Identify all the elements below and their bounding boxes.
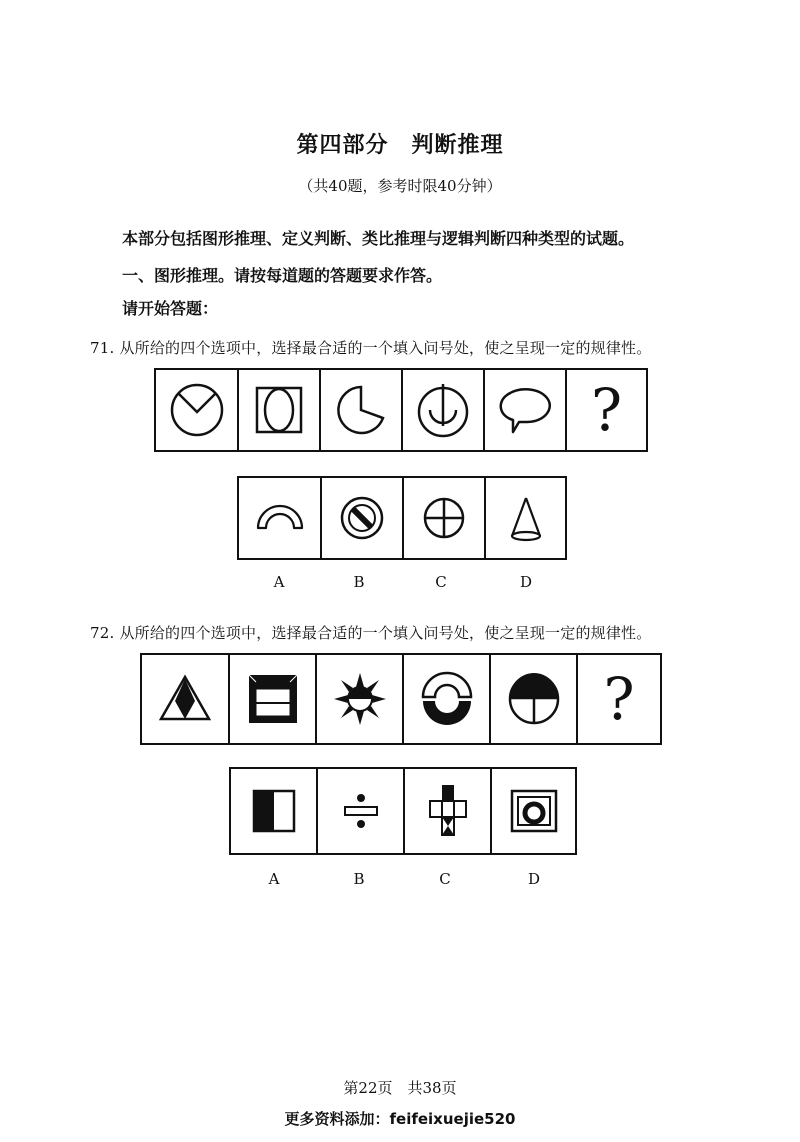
question-71-sequence: [154, 368, 648, 452]
q71-figure-1: [156, 370, 239, 450]
ring-in-square-icon: [504, 781, 564, 841]
no-entry-circle-icon: [332, 488, 392, 548]
question-text: 从所给的四个选项中，选择最合适的一个填入问号处，使之呈现一定的规律性。: [119, 339, 652, 357]
q72-question-cell: [578, 655, 660, 743]
intro-line-2: 一、图形推理。请按每道题的答题要求作答。: [122, 266, 443, 285]
diamond-triangle-icon: [153, 667, 217, 731]
q72-figure-4: [404, 655, 491, 743]
question-number: 72.: [90, 624, 115, 642]
q71-option-a[interactable]: [239, 478, 322, 558]
circle-v-icon: [167, 380, 227, 440]
q71-figure-3: [321, 370, 403, 450]
question-72-sequence: [140, 653, 662, 745]
question-number: 71.: [90, 339, 115, 357]
q72-option-c[interactable]: [405, 769, 492, 853]
division-sign-icon: [331, 781, 391, 841]
q72-figure-3: [317, 655, 404, 743]
crosshair-circle-icon: [414, 488, 474, 548]
q71-figure-5: [485, 370, 567, 450]
half-filled-square-icon: [244, 781, 304, 841]
q71-label-d: D: [519, 573, 533, 591]
q71-label-c: C: [435, 573, 447, 591]
cone-icon: [496, 488, 556, 548]
arch-icon: [250, 488, 310, 548]
pacman-circle-icon: [331, 380, 391, 440]
q71-question-cell: [567, 370, 646, 450]
question-71-options: [237, 476, 567, 560]
section-subtitle: （共40题，参考时限40分钟）: [298, 177, 502, 195]
intro-line-3: 请开始答题：: [122, 299, 219, 318]
cross-hourglass-icon: [418, 781, 478, 841]
question-72-prompt: [90, 622, 651, 643]
q72-label-c: C: [439, 870, 451, 888]
q71-label-a: A: [273, 573, 285, 591]
page-number: 第22页 共38页: [343, 1079, 457, 1097]
q72-label-b: B: [353, 870, 365, 888]
framed-square-icon: [241, 667, 305, 731]
q72-option-b[interactable]: [318, 769, 405, 853]
speech-bubble-icon: [493, 380, 557, 440]
footer-note: 更多资料添加：feifeixuejie520: [284, 1110, 516, 1128]
half-filled-circle-icon: [502, 667, 566, 731]
q71-label-b: B: [353, 573, 365, 591]
question-mark: ?: [603, 665, 635, 733]
q71-option-d[interactable]: [486, 478, 565, 558]
split-ring-icon: [415, 667, 479, 731]
q72-figure-5: [491, 655, 578, 743]
q72-label-d: D: [527, 870, 541, 888]
sun-icon: [328, 667, 392, 731]
q72-figure-1: [142, 655, 230, 743]
q71-option-c[interactable]: [404, 478, 486, 558]
oval-in-square-icon: [249, 380, 309, 440]
question-72-options: [229, 767, 577, 855]
question-text: 从所给的四个选项中，选择最合适的一个填入问号处，使之呈现一定的规律性。: [119, 624, 652, 642]
question-71-prompt: [90, 337, 651, 358]
intro-line-1: 本部分包括图形推理、定义判断、类比推理与逻辑判断四种类型的试题。: [122, 229, 635, 248]
q71-figure-4: [403, 370, 485, 450]
q72-figure-2: [230, 655, 317, 743]
question-mark: ?: [590, 376, 623, 444]
anchor-circle-icon: [413, 380, 473, 440]
section-title: 第四部分 判断推理: [296, 133, 504, 158]
q71-figure-2: [239, 370, 321, 450]
q72-option-d[interactable]: [492, 769, 575, 853]
q72-label-a: A: [268, 870, 280, 888]
q71-option-b[interactable]: [322, 478, 404, 558]
q72-option-a[interactable]: [231, 769, 318, 853]
